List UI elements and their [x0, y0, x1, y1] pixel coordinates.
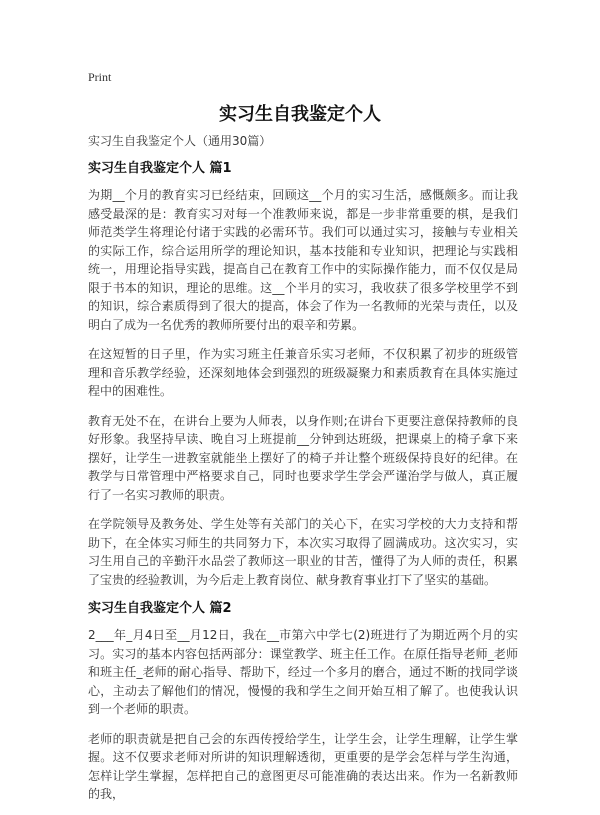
section-heading: 实习生自我鉴定个人 篇2	[88, 601, 232, 616]
section-1	[88, 160, 518, 589]
paragraph: 在这短暂的日子里，作为实习班主任兼音乐实习老师，不仅积累了初步的班级管理和音乐教学经验，还深刻地体会到强烈的班级凝聚力和素质教育在具体实施过程中的困难性。	[88, 347, 518, 398]
paragraph: 在学院领导及教务处、学生处等有关部门的关心下，在实习学校的大力支持和帮助下，在全体实习师生的共同努力下，本次实习取得了圆满成功。这次实习，实习生用自己的辛勤汗水品尝了教师这一职业的甘苦，懂得了为人师的责任，积累了宝贵的经验教训，为今后走上教育岗位、献身教育事业打下了坚实的基础。	[88, 517, 518, 587]
document-body	[88, 132, 518, 815]
section-heading: 实习生自我鉴定个人 篇1	[88, 161, 232, 176]
paragraph: 老师的职责就是把自己会的东西传授给学生，让学生会，让学生理解，让学生掌握。这不仅要求老师对所讲的知识理解透彻，更重要的是学会怎样与学生沟通，怎样让学生掌握，怎样把自己的意图更尽可能准确的表达出来。作为一名新教师的我，	[88, 731, 518, 801]
document-subtitle: 实习生自我鉴定个人（通用30篇）	[88, 134, 272, 148]
paragraph: 教育无处不在，在讲台上要为人师表，以身作则;在讲台下更要注意保持教师的良好形象。我坚持早读、晚自习上班提前__分钟到达班级，把课桌上的椅子拿下来摆好，让学生一进教室就能坐上摆好了的椅子并让整个班级保持良好的纪律。在教学与日常管理中严格要求自己，同时也要求学生学会严谨治学与做人，真正履行了一名实习教师的职责。	[88, 413, 518, 502]
print-label: Print	[88, 70, 112, 84]
paragraph: 2___年_月4日至__月12日，我在__市第六中学七(2)班进行了为期近两个月的实习。实习的基本内容包括两部分：课堂教学、班主任工作。在原任指导老师_老师和班主任_老师的耐心指导、帮助下，经过一个多月的磨合，通过不断的找同学谈心，主动去了解他们的情况，慢慢的我和学生之间开始互相了解了。也使我认识到一个老师的职责。	[88, 628, 518, 716]
paragraph: 为期__个月的教育实习已经结束，回顾这__个月的实习生活，感慨颇多。而让我感受最深的是：教育实习对每一个准教师来说，都是一步非常重要的棋，是我们师范类学生将理论付诸于实践的必需环节。我们可以通过实习，接触与专业相关的实际工作，综合运用所学的理论知识，基本技能和专业知识，把理论与实践相统一，用理论指导实践，提高自己在教育工作中的实际操作能力，而不仅仅是局限于书本的知识，理论的思维。这__个半月的实习，我收获了很多学校里学不到的知识，综合素质得到了很大的提高，体会了作为一名教师的光荣与责任，以及明白了成为一名优秀的教师所要付出的艰辛和劳累。	[88, 188, 518, 332]
section-2	[88, 600, 518, 804]
page-title: 实习生自我鉴定个人	[219, 104, 381, 125]
